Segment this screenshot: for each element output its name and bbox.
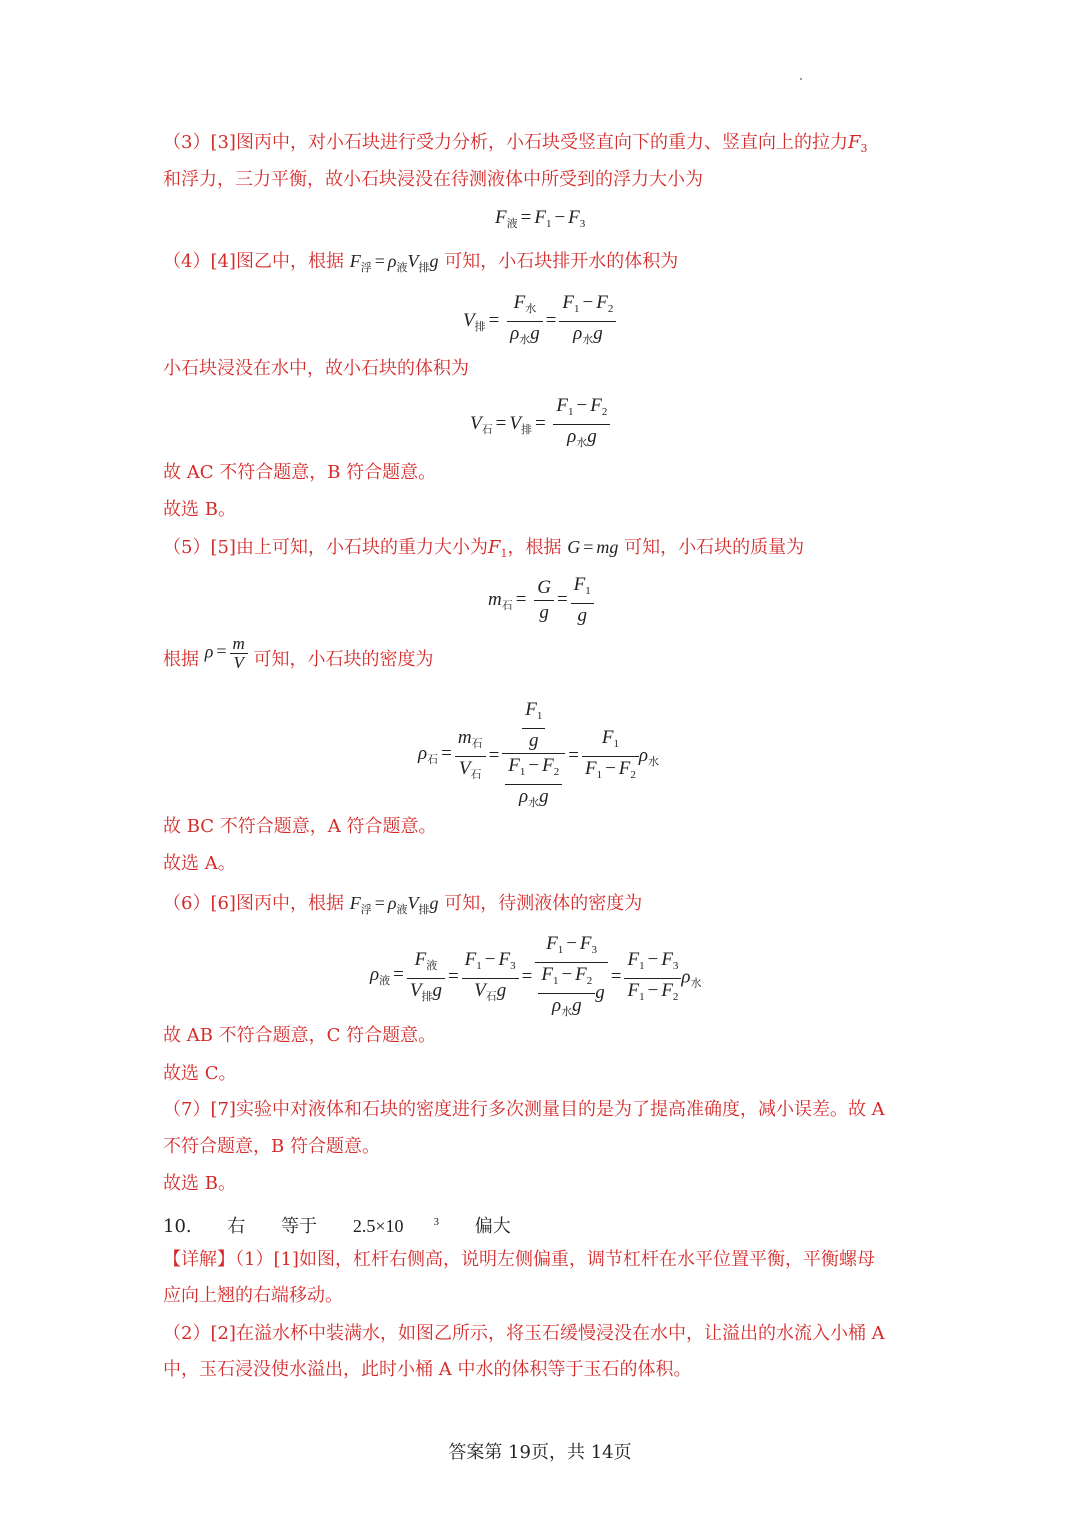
equation-stone-volume: $V_石 = V_排$ = $\frac{F_1 - F_2}{\rho_水g}$ [470,394,610,455]
inline-formula-archimedes: $F_浮 = \rho_液V_排g$ [349,251,439,274]
text-run: （7）[7]实验中对液体和石块的密度进行多次测量目的是为了提高准确度，减小误差。故 A [163,1099,885,1120]
text-line [163,357,469,381]
text-line [163,1172,236,1196]
text-line [163,535,804,566]
text-line [163,633,434,672]
text-run: 【详解】（1）[1]如图，杠杆右侧高，说明左侧偏重，调节杠杆在水平位置平衡，平衡螺母 [163,1249,875,1270]
equation-displaced-volume: $V_排$ = $\frac{F_水}{\rho_水g}$ = $\frac{F_1 - F_2}{\rho_水g}$ [463,291,616,352]
text-run: （3）[3]图丙中，对小石块进行受力分析，小石块受竖直向下的重力、竖直向上的拉力 [163,132,848,153]
text-run: 可知，小石块的密度为 [253,649,434,670]
text-run: 故选 A。 [163,853,236,874]
text-line [163,168,703,192]
equation-liquid-density: $\rho_液$ = $\frac{F_液}{V_排g}$ = $\frac{F_1 - F_3}{V_石g}$ = $F_1 - F_3$ $\frac{F_1 - F_2}{\rho_水g}$ g = $\frac{F_1 - F_3}{F_1 - F_2}$ $\rho_水$ [370,933,702,1018]
inline-formula-weight: G = mg [567,537,619,557]
subscript: 3 [860,142,868,155]
text-run: 故选 B。 [163,1173,236,1194]
text-line [163,249,678,280]
text-run: 可知，小石块排开水的体积为 [444,251,679,272]
text-run: 和浮力，三力平衡，故小石块浸没在待测液体中所受到的浮力大小为 [163,169,703,190]
text-line [163,1358,691,1382]
text-run: 可知，待测液体的密度为 [444,893,643,914]
text-run: 故 AC 不符合题意，B 符合题意。 [163,462,437,483]
text-line [163,1062,237,1086]
text-line [163,1284,343,1308]
text-line [163,1322,885,1346]
text-line [163,815,437,839]
text-run: 故选 B。 [163,499,236,520]
text-line [163,498,236,522]
text-run: 中，玉石浸没使水溢出，此时小桶 A 中水的体积等于玉石的体积。 [163,1359,692,1380]
page-footer: 答案第 19页，共 14页 [448,1442,632,1463]
text-run: （4）[4]图乙中，根据 [163,251,344,272]
symbol-f: F [847,132,861,153]
text-run: （6）[6]图丙中，根据 [163,893,344,914]
equation-buoyancy: $F_液 = F_1 - F_3$ [495,207,586,230]
answer-blank-3: 2.5×10 $^3$ [352,1216,439,1236]
text-line [163,1248,875,1272]
text-run: （2）[2]在溢水杯中装满水，如图乙所示，将玉石缓慢浸没在水中，让溢出的水流入小桶 A [163,1323,885,1344]
inline-formula-density: ρ = $\frac{m}{V}$ [205,635,248,672]
text-run: 不符合题意，B 符合题意。 [163,1136,380,1157]
text-line [163,891,642,922]
text-line [163,1098,885,1122]
text-run: 应向上翘的右端移动。 [163,1285,343,1306]
text-run: ，根据 [507,537,562,558]
text-run: 可知，小石块的质量为 [624,537,805,558]
answer-blank-1: 右 [227,1216,246,1237]
answer-blank-2: 等于 [281,1216,318,1237]
text-run: 故 BC 不符合题意，A 符合题意。 [163,816,437,837]
text-line [163,1024,436,1048]
text-line [163,852,236,876]
symbol-f: F [487,537,501,558]
text-line [163,1135,380,1159]
text-run: 小石块浸没在水中，故小石块的体积为 [163,358,469,379]
subscript: 1 [500,547,508,560]
text-run: 根据 [163,649,199,670]
text-run: 故选 C。 [163,1063,237,1084]
equation-stone-density: $\rho_石$ = $\frac{m_石}{V_石}$ = $\frac{\frac{F_1}{g}}{\frac{F_1 - F_2}{\rho_水g}}$ = $\frac{F_1}{F_1 - F_2}$ $\rho_水$ [418,699,660,809]
answer-blank-4: 偏大 [474,1216,511,1237]
text-run: 故 AB 不符合题意，C 符合题意。 [163,1025,437,1046]
scan-speck [800,78,802,80]
text-line [163,461,436,485]
text-run: （5）[5]由上可知，小石块的重力大小为 [163,537,488,558]
equation-stone-mass: $m_石$ = $\frac{G}{g}$ = $\frac{F_1}{g}$ [488,573,594,628]
answer-row-10 [163,1210,541,1239]
question-number: 10. [163,1216,192,1237]
text-line [163,131,867,161]
inline-formula-archimedes: $F_浮 = \rho_液V_排g$ [349,893,439,916]
